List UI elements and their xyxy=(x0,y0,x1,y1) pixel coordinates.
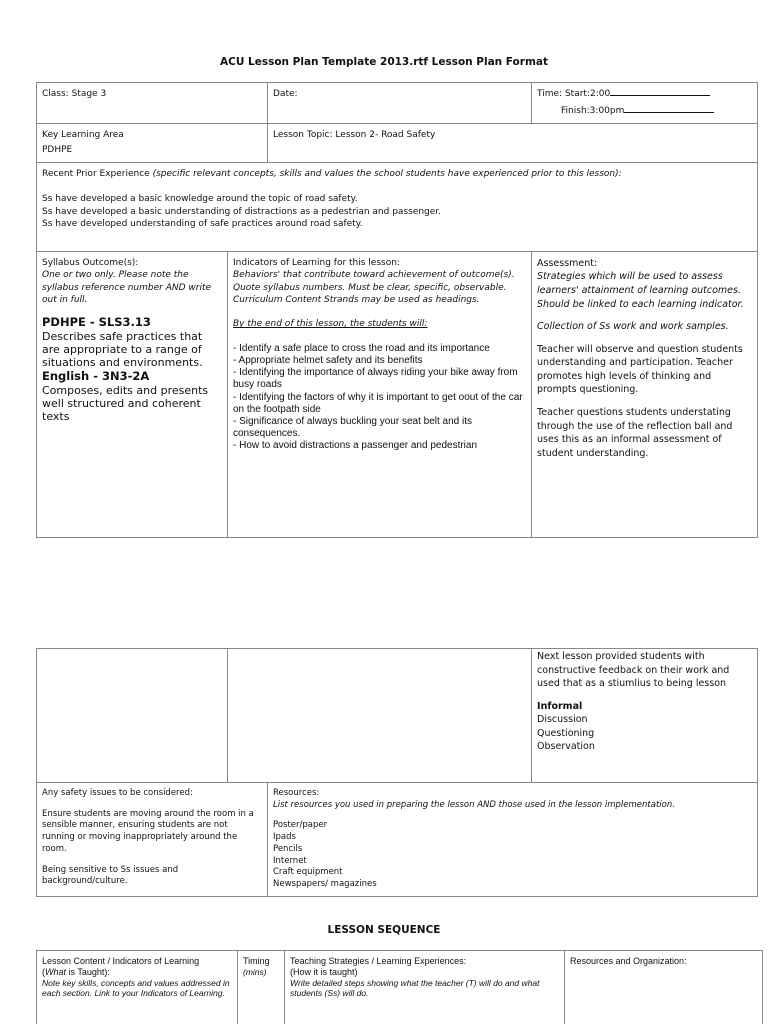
indicators-cell xyxy=(228,251,532,537)
sequence-col-resources-label: Resources and Organization: xyxy=(570,956,687,966)
date-cell xyxy=(268,83,532,124)
indicators-lead: By the end of this lesson, the students will: xyxy=(233,319,428,330)
prior-hint: (specific relevant concepts, skills and values the school students have experienced prior to this lesson): xyxy=(152,168,622,179)
time-cell xyxy=(532,83,758,124)
sequence-col-timing xyxy=(238,951,285,1024)
safety-label: Any safety issues to be considered: xyxy=(42,788,193,798)
assessment-cell xyxy=(532,251,758,537)
outcomes-label: Syllabus Outcome(s): xyxy=(42,257,139,268)
outcomes-hint: One or two only. Please note the syllabus reference number AND write out in full. xyxy=(42,270,212,306)
kla-label: Key Learning Area xyxy=(42,130,124,140)
lesson-plan-table-continued xyxy=(36,648,758,897)
pdhpe-code: PDHPE - SLS3.13 xyxy=(42,315,151,330)
sequence-col-strategies-label: Teaching Strategies / Learning Experiences: xyxy=(290,956,467,966)
indicator-item: - Identifying the importance of always riding your bike away from busy roads xyxy=(233,367,518,391)
time-finish-line xyxy=(624,112,714,113)
sequence-col-content-hint: Note key skills, concepts and values addressed in each section. Link to your Indicators of Learning. xyxy=(42,977,230,999)
sequence-col-strategies xyxy=(285,951,565,1024)
lesson-topic: Lesson Topic: Lesson 2- Road Safety xyxy=(273,130,436,140)
indicator-item: - Significance of always buckling your seat belt and its consequences. xyxy=(233,415,473,440)
resource-item: Craft equipment xyxy=(273,867,343,878)
resources-label: Resources: xyxy=(273,788,320,798)
informal-label: Informal xyxy=(537,700,583,712)
kla-value: PDHPE xyxy=(42,145,73,156)
kla-row xyxy=(37,124,758,163)
sequence-col-timing-label: Timing xyxy=(243,956,270,966)
time-start-line xyxy=(610,95,710,96)
outcomes-row xyxy=(37,251,758,537)
pdhpe-outcome: Describes safe practices that are appropriate to a range of situations and environments. xyxy=(42,329,203,370)
assessment-hint: Strategies which will be used to assess learners' attainment of learning outcomes. Should be linked to each learning indicator. xyxy=(537,271,744,310)
topic-cell xyxy=(268,124,758,163)
resources-cell xyxy=(268,783,758,897)
indicator-item: - Appropriate helmet safety and its benefits xyxy=(233,355,423,367)
sequence-header-row xyxy=(37,951,763,1024)
time-start: Time: Start:2:00 xyxy=(537,89,611,99)
sequence-col-strategies-hint: Write detailed steps showing what the teacher (T) will do and what students (Ss) will do. xyxy=(290,977,540,999)
class-cell xyxy=(37,83,268,124)
document-title: ACU Lesson Plan Template 2013.rtf Lesson Plan Format xyxy=(220,56,548,68)
prior-row xyxy=(37,162,758,251)
sequence-col-timing-hint: (mins) xyxy=(243,966,267,977)
indicators-hint: Behaviors' that contribute toward achievement of outcome(s). Quote syllabus numbers. Must be clear, specific, observable. Curriculum Content Strands may be used as headings. xyxy=(233,270,515,306)
lesson-sequence-title: LESSON SEQUENCE xyxy=(327,924,441,936)
prior-item: Ss have developed understanding of safe practices around road safety. xyxy=(42,219,363,230)
prior-item: Ss have developed a basic understanding of distractions as a pedestrian and passenger. xyxy=(42,206,442,217)
prior-item: Ss have developed a basic knowledge around the topic of road safety. xyxy=(42,194,358,205)
class-row xyxy=(37,83,758,124)
kla-cell xyxy=(37,124,268,163)
informal-item: Observation xyxy=(537,741,595,753)
indicators-continued-cell xyxy=(228,649,532,783)
lesson-sequence-table xyxy=(36,950,763,1024)
class-label: Class: Stage 3 xyxy=(42,89,107,99)
time-finish: Finish:3:00pm xyxy=(561,106,625,117)
sequence-col-strategies-sub: (How it is taught) xyxy=(290,966,358,977)
sequence-col-resources xyxy=(565,951,763,1024)
outcomes-continued-cell xyxy=(37,649,228,783)
sequence-col-content-what: What xyxy=(45,966,67,977)
date-label: Date: xyxy=(273,89,298,99)
sequence-col-content: Lesson Content / Indicators of Learning (What is Taught): Note key skills, concepts and values addressed in each section. Link to your Indicators of Learning. xyxy=(37,951,238,1024)
assessment-continued-row xyxy=(37,649,758,783)
assessment-observe: Teacher will observe and question students understanding and participation. Teacher promotes high levels of thinking and prompts questioning. xyxy=(537,343,743,396)
prior-label: Recent Prior Experience xyxy=(42,168,150,179)
sequence-col-content-label: Lesson Content / Indicators of Learning xyxy=(42,956,200,966)
indicator-item: - How to avoid distractions a passenger and pedestrian xyxy=(233,440,478,452)
resource-item: Newspapers/ magazines xyxy=(273,879,377,890)
assessment-label: Assessment: xyxy=(537,257,598,269)
informal-item: Discussion xyxy=(537,714,588,726)
assessment-collection: Collection of Ss work and work samples. xyxy=(537,321,729,333)
informal-item: Questioning xyxy=(537,727,595,739)
safety-resources-row xyxy=(37,783,758,897)
indicators-label: Indicators of Learning for this lesson: xyxy=(233,257,400,268)
resource-item: Pencils xyxy=(273,843,303,854)
safety-text: Being sensitive to Ss issues and background/culture. xyxy=(42,864,179,887)
outcomes-cell xyxy=(37,251,228,537)
assessment-continued-cell xyxy=(532,649,758,783)
resources-hint: List resources you used in preparing the lesson AND those used in the lesson implementation. xyxy=(273,799,675,810)
safety-text: Ensure students are moving around the room in a sensible manner, ensuring students are not running or moving inappropriately around the room. xyxy=(42,808,254,854)
indicator-item: - Identifying the factors of why it is important to get oout of the car on the footpath side xyxy=(233,391,523,415)
prior-cell xyxy=(37,162,758,251)
lesson-plan-table xyxy=(36,82,758,538)
safety-cell xyxy=(37,783,268,897)
next-lesson-note: Next lesson provided students with constructive feedback on their work and used that as a stiumlius to being lesson xyxy=(537,651,730,690)
assessment-reflection: Teacher questions students understating through the use of the reflection ball and uses this as an informal assessment of student understanding. xyxy=(537,407,733,459)
english-outcome: Composes, edits and presents well structured and coherent texts xyxy=(42,383,209,424)
resource-item: Ipads xyxy=(273,832,296,843)
indicator-item: - Identify a safe place to cross the road and its importance xyxy=(233,342,490,354)
resource-item: Internet xyxy=(273,855,307,866)
english-code: English - 3N3-2A xyxy=(42,369,150,384)
resource-item: Poster/paper xyxy=(273,820,328,831)
